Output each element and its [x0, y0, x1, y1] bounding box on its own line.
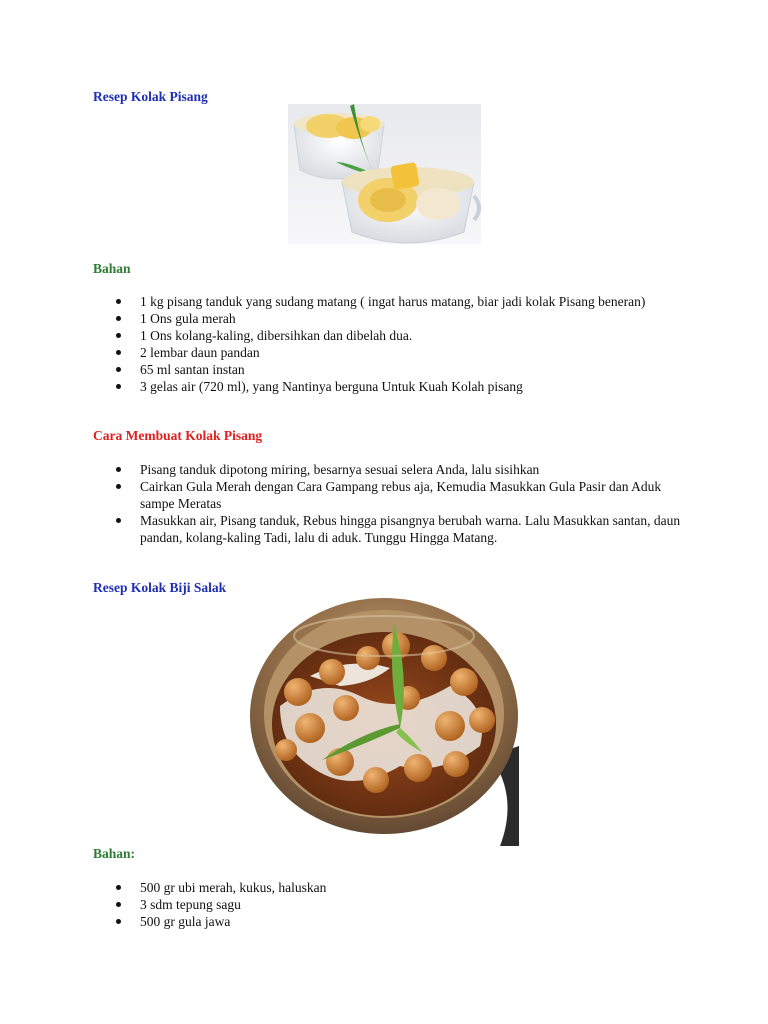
list-item: 1 kg pisang tanduk yang sudang matang ( ingat harus matang, biar jadi kolak Pisang beneran) — [93, 293, 683, 310]
bullet-icon — [116, 316, 121, 321]
list-item: Masukkan air, Pisang tanduk, Rebus hingga pisangnya berubah warna. Lalu Masukkan santan, daun pandan, kolang-kaling Tadi, lalu di aduk. Tunggu Hingga Matang. — [93, 512, 683, 546]
bahan-heading-2: Bahan: — [93, 846, 136, 861]
list-item: 500 gr gula jawa — [93, 913, 683, 930]
bullet-icon — [116, 902, 121, 907]
list-item: 1 Ons gula merah — [93, 310, 683, 327]
bullet-icon — [116, 518, 121, 523]
bullet-icon — [116, 484, 121, 489]
cara-heading: Cara Membuat Kolak Pisang — [93, 428, 263, 443]
bullet-icon — [116, 333, 121, 338]
bullet-icon — [116, 367, 121, 372]
list-item: 65 ml santan instan — [93, 361, 683, 378]
bullet-icon — [116, 919, 121, 924]
recipe-title-kolak-biji-salak: Resep Kolak Biji Salak — [93, 580, 227, 595]
kolak-pisang-photo — [288, 104, 481, 244]
list-item: Pisang tanduk dipotong miring, besarnya sesuai selera Anda, lalu sisihkan — [93, 461, 683, 478]
list-item: 500 gr ubi merah, kukus, haluskan — [93, 879, 683, 896]
bullet-icon — [116, 299, 121, 304]
bahan-heading-1: Bahan — [93, 261, 131, 276]
cara-list — [93, 461, 683, 546]
bahan-list-1 — [93, 293, 683, 395]
bullet-icon — [116, 885, 121, 890]
recipe-title-kolak-pisang: Resep Kolak Pisang — [93, 89, 208, 104]
list-item: 3 gelas air (720 ml), yang Nantinya berguna Untuk Kuah Kolah pisang — [93, 378, 683, 395]
list-item: 3 sdm tepung sagu — [93, 896, 683, 913]
bahan-list-2 — [93, 879, 683, 930]
list-item: Cairkan Gula Merah dengan Cara Gampang rebus aja, Kemudia Masukkan Gula Pasir dan Aduk sampe Meratas — [93, 478, 683, 512]
bullet-icon — [116, 467, 121, 472]
list-item: 2 lembar daun pandan — [93, 344, 683, 361]
bullet-icon — [116, 350, 121, 355]
list-item: 1 Ons kolang-kaling, dibersihkan dan dibelah dua. — [93, 327, 683, 344]
bullet-icon — [116, 384, 121, 389]
kolak-biji-salak-photo — [250, 596, 519, 846]
